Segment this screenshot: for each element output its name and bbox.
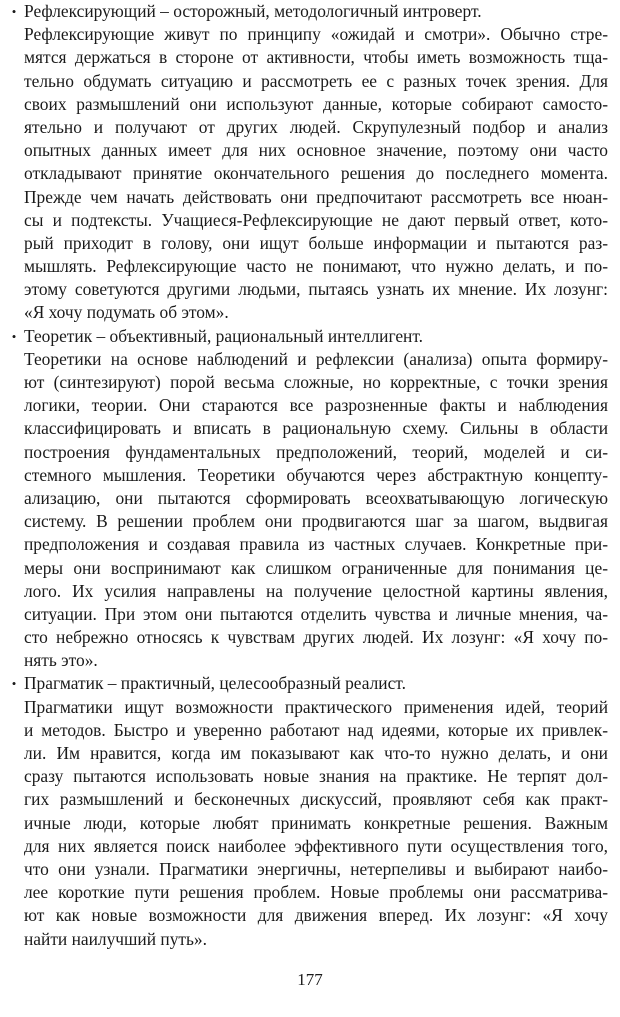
paragraph-line: найти наилучший путь». — [24, 928, 207, 949]
section-pragmatist — [8, 672, 608, 950]
paragraph-line: своих размышлений они используют данные, которые собирают самосто- — [24, 93, 608, 114]
heading-text: Теоретик – объективный, рациональный интеллигент. — [24, 325, 424, 346]
paragraph-line: лее короткие пути решения проблем. Новые проблемы они рассматрива- — [24, 882, 608, 903]
paragraph-line: ют (синтезируют) порой весьма сложные, но корректные, с точки зрения — [24, 372, 608, 392]
page-number: 177 — [297, 970, 323, 989]
paragraph-line: ичные люди, которые любят принимать конкретные решения. Важным — [24, 812, 608, 833]
heading-text: Рефлексирующий – осторожный, методологичный интроверт. — [24, 1, 482, 21]
paragraph-line: опытных данных имеет для них основное значение, поэтому они часто — [24, 140, 608, 161]
section-heading — [8, 672, 608, 695]
paragraph-line: меры они воспринимают как слишком ограниченные для понимания це- — [24, 557, 608, 578]
paragraph-line: ятельно и получают от других людей. Скрупулезный подбор и анализ — [24, 116, 608, 137]
paragraph-line: для них является поиск наиболее эффективного пути осуществления того, — [24, 835, 608, 856]
paragraph-line: ют как новые возможности для движения вперед. Их лозунг: «Я хочу — [24, 905, 608, 926]
page-content — [8, 0, 608, 951]
section-heading — [8, 0, 608, 23]
paragraph-line: ли. Им нравится, когда им показывают как что-то нужно делать, и они — [24, 743, 608, 763]
paragraph-line: мятся держаться в стороне от активности, чтобы иметь возможность тща- — [24, 47, 608, 68]
paragraph-line: сразу пытаются использовать новые знания на практике. Не терпят дол- — [24, 766, 608, 787]
paragraph-line: Рефлексирующие живут по принципу «ожидай и смотри». Обычно стре- — [24, 24, 608, 45]
paragraph-line: Прагматики ищут возможности практического применения идей, теорий — [24, 696, 608, 717]
paragraph-line: систему. В решении проблем они продвигаются шаг за шагом, выдвигая — [24, 511, 608, 532]
bullet-icon: • — [11, 328, 17, 344]
paragraph-line: Теоретики на основе наблюдений и рефлексии (анализа) опыта формиру- — [24, 348, 608, 369]
paragraph-line: рый приходит в голову, они ищут больше информации и пытаются раз- — [24, 232, 608, 253]
paragraph-line: нять это». — [24, 650, 98, 671]
paragraph-line: ализацию, они пытаются сформировать всеохватывающую логическую — [24, 487, 608, 508]
paragraph-line: «Я хочу подумать об этом». — [24, 302, 229, 323]
section-theorist — [8, 325, 608, 673]
paragraph-line: тельно обдумать ситуацию и рассмотреть ее с разных точек зрения. Для — [24, 70, 608, 91]
section-heading — [8, 325, 608, 348]
paragraph-line: мышлять. Рефлексирующие часто не понимают, что нужно делать, и по- — [24, 256, 608, 277]
paragraph-line: стемного мышления. Теоретики обучаются через абстрактную концепту- — [24, 464, 608, 485]
paragraph-line: что они узнали. Прагматики энергичны, нетерпеливы и выбирают наибо- — [24, 858, 608, 879]
paragraph-line: сы и подтексты. Учащиеся-Рефлексирующие не дают первый ответ, кото- — [24, 209, 608, 230]
paragraph-line: откладывают принятие окончательного решения до последнего момента. — [24, 163, 608, 184]
paragraph-line: этому советуются другими людьми, пытаясь узнать их мнение. Их лозунг: — [24, 279, 608, 300]
paragraph-line: предположения и создавая правила из частных случаев. Конкретные при- — [24, 534, 608, 555]
bullet-icon: • — [11, 676, 17, 692]
bullet-icon: • — [11, 4, 17, 19]
paragraph-line: построения фундаментальных предположений, теорий, моделей и си- — [24, 441, 608, 462]
paragraph-line: ситуации. При этом они пытаются отделить чувства и личные мнения, ча- — [24, 603, 608, 624]
paragraph-line: сто небрежно относясь к чувствам других людей. Их лозунг: «Я хочу по- — [24, 627, 608, 648]
paragraph-line: логики, теории. Они стараются все разрозненные факты и наблюдения — [24, 395, 608, 416]
paragraph-line: Прежде чем начать действовать они предпочитают рассмотреть все нюан- — [24, 186, 608, 207]
paragraph-line: классифицировать и вписать в рациональную схему. Сильны в области — [24, 418, 608, 439]
paragraph-line: гих размышлений и бесконечных дискуссий, проявляют себя как практ- — [24, 789, 608, 810]
section-reflector — [8, 0, 608, 325]
paragraph-line: и методов. Быстро и уверенно работают над идеями, которые их привлек- — [24, 719, 608, 740]
heading-text: Прагматик – практичный, целесообразный реалист. — [24, 673, 406, 694]
paragraph-line: лого. Их усилия направлены на получение целостной картины явления, — [24, 580, 608, 601]
